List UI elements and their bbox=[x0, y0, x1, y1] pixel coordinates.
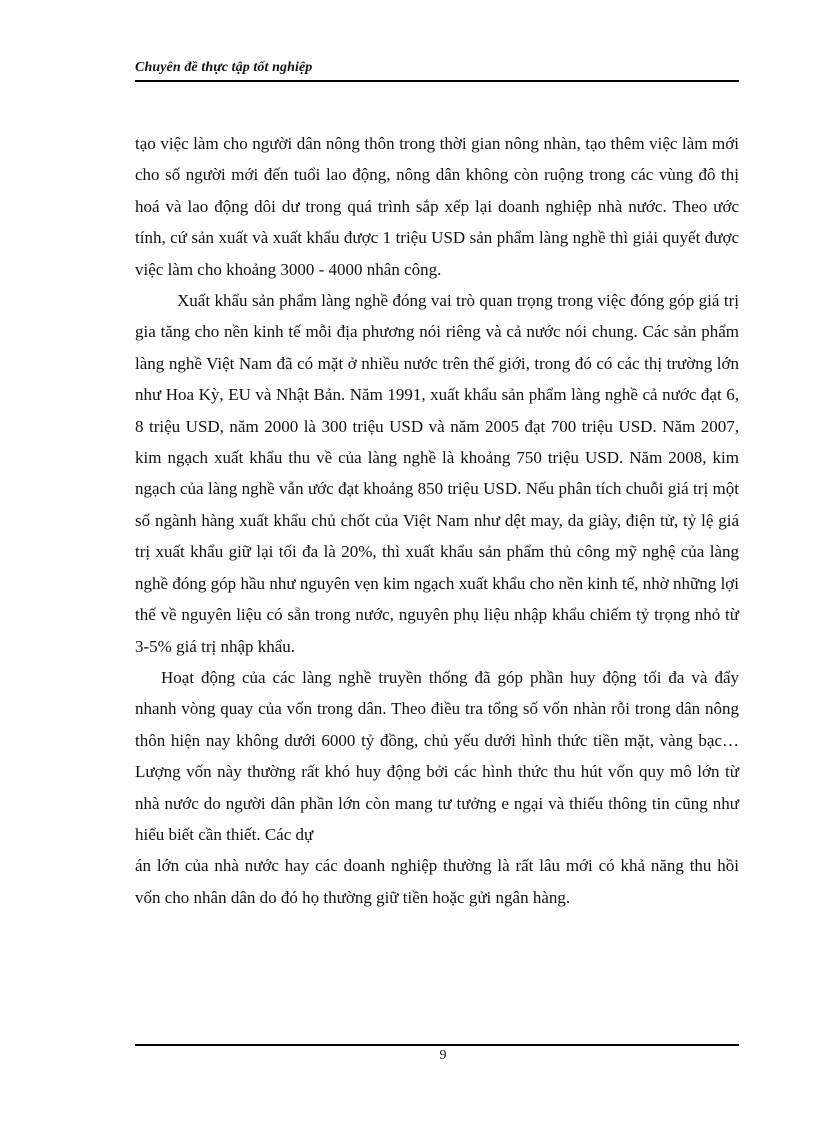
paragraph-2: Xuất khẩu sản phẩm làng nghề đóng vai trò quan trọng trong việc đóng góp giá trị gia tăng cho nền kinh tế mỗi địa phương nói riêng và cả nước nói chung. Các sản phẩm làng nghề Việt Nam đã có mặt ở nhiều nước trên thế giới, trong đó có các thị trường lớn như Hoa Kỳ, EU và Nhật Bản. Năm 1991, xuất khẩu sản phẩm làng nghề cả nước đạt 6, 8 triệu USD, năm 2000 là 300 triệu USD và năm 2005 đạt 700 triệu USD. Năm 2007, kim ngạch xuất khẩu thu về của làng nghề là khoảng 750 triệu USD. Năm 2008, kim ngạch của làng nghề vẫn ước đạt khoảng 850 triệu USD. Nếu phân tích chuỗi giá trị một số ngành hàng xuất khẩu chủ chốt của Việt Nam như dệt may, da giày, điện tử, tỷ lệ giá trị xuất khẩu giữ lại tối đa là 20%, thì xuất khẩu sản phẩm thủ công mỹ nghệ của làng nghề đóng góp hầu như nguyên vẹn kim ngạch xuất khẩu cho nền kinh tế, nhờ những lợi thế về nguyên liệu có sẵn trong nước, nguyên phụ liệu nhập khẩu chiếm tỷ trọng nhỏ từ 3-5% giá trị nhập khẩu. bbox=[135, 291, 739, 656]
page-header bbox=[135, 58, 739, 82]
paragraph-4: án lớn của nhà nước hay các doanh nghiệp thường là rất lâu mới có khả năng thu hồi vốn cho nhân dân do đó họ thường giữ tiền hoặc gửi ngân hàng. bbox=[135, 856, 739, 907]
document-body bbox=[135, 128, 739, 913]
header-title: Chuyên đề thực tập tốt nghiệp bbox=[135, 60, 313, 75]
paragraph-3: Hoạt động của các làng nghề truyền thống đã góp phần huy động tối đa và đẩy nhanh vòng quay của vốn trong dân. Theo điều tra tổng số vốn nhàn rỗi trong dân nông thôn hiện nay không dưới 6000 tỷ đồng, chủ yếu dưới hình thức tiền mặt, vàng bạc… Lượng vốn này thường rất khó huy động bởi các hình thức thu hút vốn quy mô lớn từ nhà nước do người dân phần lớn còn mang tư tưởng e ngại và thiếu thông tin cũng như hiểu biết cần thiết. Các dự bbox=[135, 667, 739, 844]
paragraph-1: tạo việc làm cho người dân nông thôn trong thời gian nông nhàn, tạo thêm việc làm mới cho số người mới đến tuổi lao động, nông dân không còn ruộng trong các vùng đô thị hoá và lao động dôi dư trong quá trình sắp xếp lại doanh nghiệp nhà nước. Theo ước tính, cứ sản xuất và xuất khẩu được 1 triệu USD sản phẩm làng nghề thì giải quyết được việc làm cho khoảng 3000 - 4000 nhân công. bbox=[135, 134, 739, 279]
page-number: 9 bbox=[439, 1048, 447, 1063]
footer-divider bbox=[135, 1044, 739, 1046]
